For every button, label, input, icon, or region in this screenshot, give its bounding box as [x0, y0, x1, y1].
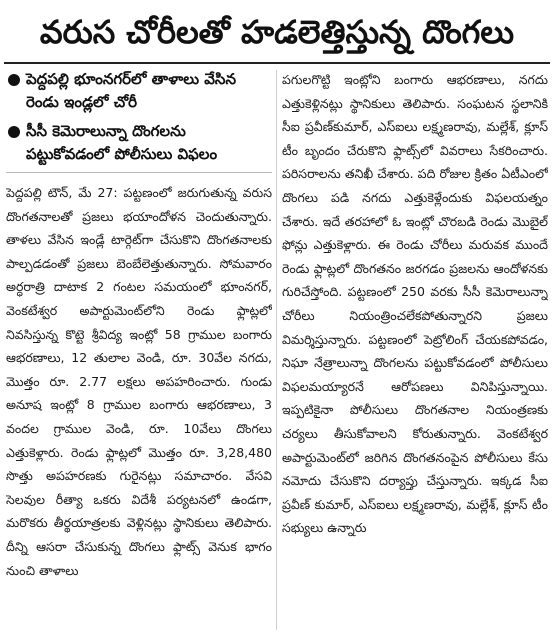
- subhead-1-text: పెద్దపల్లి భూంనగర్‌లో తాళాలు వేసిన రెండు ఇండ్లలో చోరీ: [26, 70, 236, 111]
- headline-divider: [4, 62, 550, 64]
- headline: వరుస చోరీలతో హడలెత్తిస్తున్న దొంగలు: [39, 13, 515, 51]
- subhead-2-text: సీసీ కెమెరాలున్నా దొంగలను పట్టుకోవడంలో పోలీసులు విఫలం: [26, 122, 218, 163]
- column-divider: [276, 70, 277, 630]
- subhead-1: [6, 68, 272, 114]
- left-column: [6, 68, 272, 636]
- subhead-divider: [6, 172, 272, 173]
- article-body-left: పెద్దపల్లి టౌన్‌, మే 27: పట్టణంలో జరుగుతున్న వరుస దొంగతనాలతో ప్రజలు భయాందోళన చెందుతున్నారు. తాళలు వేసిన ఇండ్లే టార్గెట్‌గా చేసుకొని దొంగతనాలకు పాల్పడడంతో ప్రజలు బెంబేలెత్తుతున్నారు. సోమవారం అర్ధరాత్రి దాటాక 2 గంటల సమయంలో భూంనగర్‌, వెంకటేశ్వర అపార్టుమెంట్‌లోని రెండు ఫ్లాట్లలో నివసిస్తున్న కొట్టె శ్రీవిద్య ఇంట్లో 58 గ్రాముల బంగారు ఆభరణాలు, 12 తులాల వెండి, రూ. 30వేల నగదు, మొత్తం రూ. 2.77 లక్షలు అపహరించారు. గుండు అనూష ఇంట్లో 8 గ్రాముల బంగారు ఆభరణాలు, 3 వందల గ్రాముల వెండి, రూ. 10వేలు దొంగలు ఎత్తుకెళ్లారు. రెండు ఫ్లాట్లలో మొత్తం రూ. 3,28,480 సొత్తు అపహరణకు గురైనట్లు సమాచారం. వేసవి సెలవుల రీత్యా ఒకరు విదేశీ పర్యటనలో ఉండగా, మరొకరు తీర్థయాత్రలకు వెళ్లినట్లు స్థానికులు తెలిపారు. దీన్ని ఆసరా చేసుకున్న దొంగలు ఫ్లాట్స్‌ వెనుక భాగం నుంచి తాళాలు: [6, 185, 272, 578]
- bullet-dot-icon: [8, 126, 20, 138]
- subhead-2: [6, 120, 272, 166]
- right-column: [282, 68, 548, 636]
- bullet-dot-icon: [8, 74, 20, 86]
- article-body-right: పగులగొట్టి ఇంట్లోని బంగారు ఆభరణాలు, నగదు ఎత్తుకెళ్లినట్లు స్థానికులు తెలిపారు. సంఘటన స్థలానికి సీఐ ప్రవీణ్‌కుమార్‌, ఎస్‌ఐలు లక్ష్మణరావు, మల్లేశ్‌, క్లూస్‌ టీం బృందం చేరుకొని ఫ్లాట్స్‌లో వివరాలు సేకరించారు. పరిసరాలను తనిఖీ చేశారు. పది రోజుల క్రితం ఏటీఎంలో దొంగలు పడి నగదు ఎత్తుకెళ్లేందుకు విఫలయత్నం చేశారు. ఇదే తరహాలో ఓ ఇంట్లో చొరబడి రెండు మొబైల్‌ ఫోన్లు ఎత్తుకెళ్లారు. ఈ రెండు చోరీలు మరువక ముందే రెండు ఫ్లాట్లలో దొంగతనం జరగడం ప్రజలను ఆందోళనకు గురిచేస్తోంది. పట్టణంలో 250 వరకు సీసీ కెమెరాలున్నా చోరీలు నియంత్రించలేకపోతున్నారని ప్రజలు విమర్శిస్తున్నారు. పట్టణంలో పెట్రోలింగ్‌ చేయకపోవడం, నిఘా నేత్రాలున్నా దొంగలను పట్టుకోవడంలో పోలీసులు విఫలమయ్యారనే ఆరోపణలు వినిపిస్తున్నాయి. ఇప్పటికైనా పోలీసులు దొంగతనాల నియంత్రణకు చర్యలు తీసుకోవాలని కోరుతున్నారు. వెంకటేశ్వర అపార్టుమెంట్‌లో జరిగిన దొంగతనంపైన పోలీసులు కేసు నమోదు చేసుకొని దర్యాప్తు చేస్తున్నారు. ఇక్కడ సీఐ ప్రవీణ్‌ కుమార్‌, ఎస్‌ఐలు లక్ష్మణరావు, మల్లేశ్‌, క్లూస్‌ టీం సభ్యులు ఉన్నారు: [282, 72, 548, 536]
